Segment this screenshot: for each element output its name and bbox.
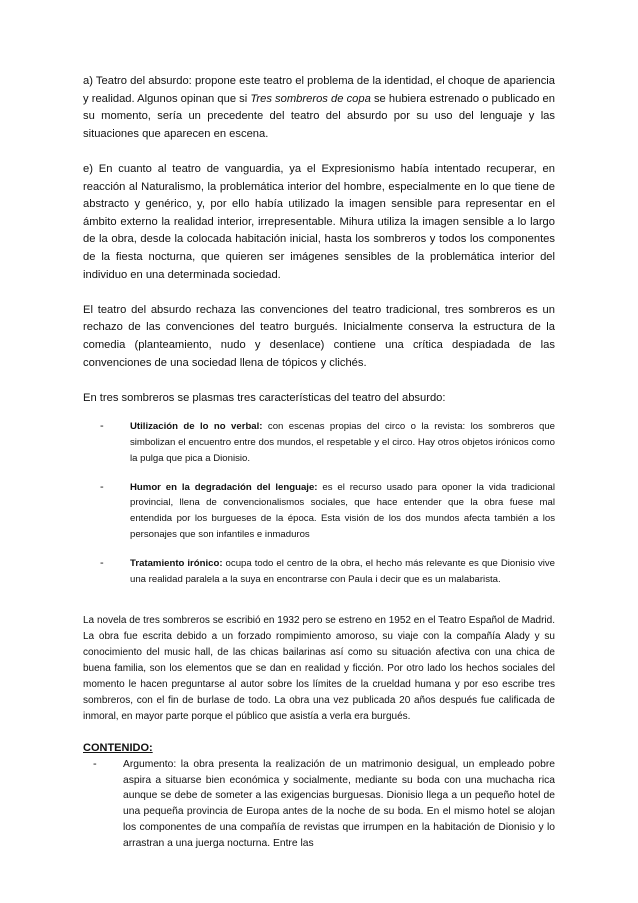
paragraph-rejection: El teatro del absurdo rechaza las convenciones del teatro tradicional, tres sombreros es un rechazo de las convenciones del teatro burgués. Inicialmente conserva la estructura de la comedia (planteamiento, nudo y desenlace) contiene una crítica despiadada de las convenciones de una sociedad llena de tópicos y clichés.	[83, 303, 555, 369]
paragraph-avant-garde: e) En cuanto al teatro de vanguardia, ya el Expresionismo había intentado recuperar, en reacción al Naturalismo, la problemática interior del hombre, especialmente en lo que tiene de abstracto y genérico, y, por ello había utilizado la imagen sensible para representar en el ámbito externo la realidad interior, irrepresentable. Mihura utiliza la imagen sensible a lo largo de la obra, desde la colocada habitación inicial, hasta los sombreros y todos los componentes de la fiesta nocturna, que quieren ser imágenes sensibles de la problemática interior del individuo en una determinada sociedad.	[83, 162, 555, 281]
list-item-argumento	[93, 757, 555, 852]
list-dash: -	[100, 480, 104, 493]
list-item	[100, 556, 555, 588]
document-page	[83, 73, 555, 852]
list-item-text: con escenas propias del circo o la revista: los sombreros que simbolizan el encuentro entre dos mundos, el respetable y el circo. Hay otros objetos irónicos como la pulga que pica a Dionisio.	[130, 421, 555, 464]
paragraph-novel-history: La novela de tres sombreros se escribió en 1932 pero se estreno en 1952 en el Teatro Español de Madrid. La obra fue escrita debido a un forzado rompimiento amoroso, su viaje con la compañía Alady y su conocimiento del music hall, de las chicas bailarinas así como su situación afectiva con una chica de buena familia, son los elementos que se dan en realidad y ficción. Por otro lado los hechos sociales del momento le hacen preguntarse al autor sobre los límites de la crueldad humana y por eso escribe tres sombreros, con el fin de burlase de todo. La obra una vez publicada 20 años después fue calificada de inmoral, en mayor parte porque el público que asistía a verla era burgués.	[83, 615, 555, 722]
list-dash: -	[100, 556, 104, 569]
section-heading-contenido: CONTENIDO:	[83, 741, 153, 754]
list-dash: -	[93, 757, 97, 770]
paragraph-characteristics: En tres sombreros se plasmas tres características del teatro del absurdo:	[83, 391, 446, 404]
list-item	[100, 419, 555, 466]
list-item-title: Utilización de lo no verbal:	[130, 421, 263, 433]
list-item-text: Argumento: la obra presenta la realización de un matrimonio desigual, un empleado pobre aspira a situarse bien económica y socialmente, mediante su boda con una muchacha rica aunque se debe de someter a las exigencias burguesas. Dionisio llega a un pequeño hotel de una pequeña provincia de Europa antes de la noche de su boda. En el mismo hotel se alojan los componentes de una compañía de revistas que irrumpen en la habitación de Dionisio y lo arrastran a una juerga nocturna. Entre las	[123, 758, 555, 849]
list-item-title: Humor en la degradación del lenguaje:	[130, 481, 318, 493]
list-item-text: ocupa todo el centro de la obra, el hecho más relevante es que Dionisio vive una realidad paralela a la suya en encontrarse con Paula i decir que es un malabarista.	[130, 557, 556, 585]
play-title: Tres sombreros de copa	[250, 92, 371, 105]
list-item-text: es el recurso usado para oponer la vida tradicional provincial, llena de convencionalismos sociales, que hace entender que la obra fuese mal entendida por los burgueses de la época. Esta visión de los dos mundos afecta también a los personajes que son infantiles e inmaduros	[130, 481, 555, 541]
paragraph-absurd-theatre: a) Teatro del absurdo: propone este teatro el problema de la identidad, el choque de apariencia y realidad. Algunos opinan que si Tres sombreros de copa se hubiera estrenado o publicado en su momento, sería un precedente del teatro del absurdo por su uso del lenguaje y las situaciones que aparecen en escena.	[83, 75, 555, 140]
list-dash: -	[100, 420, 104, 433]
list-item	[100, 480, 555, 543]
list-item-title: Tratamiento irónico:	[130, 557, 223, 569]
